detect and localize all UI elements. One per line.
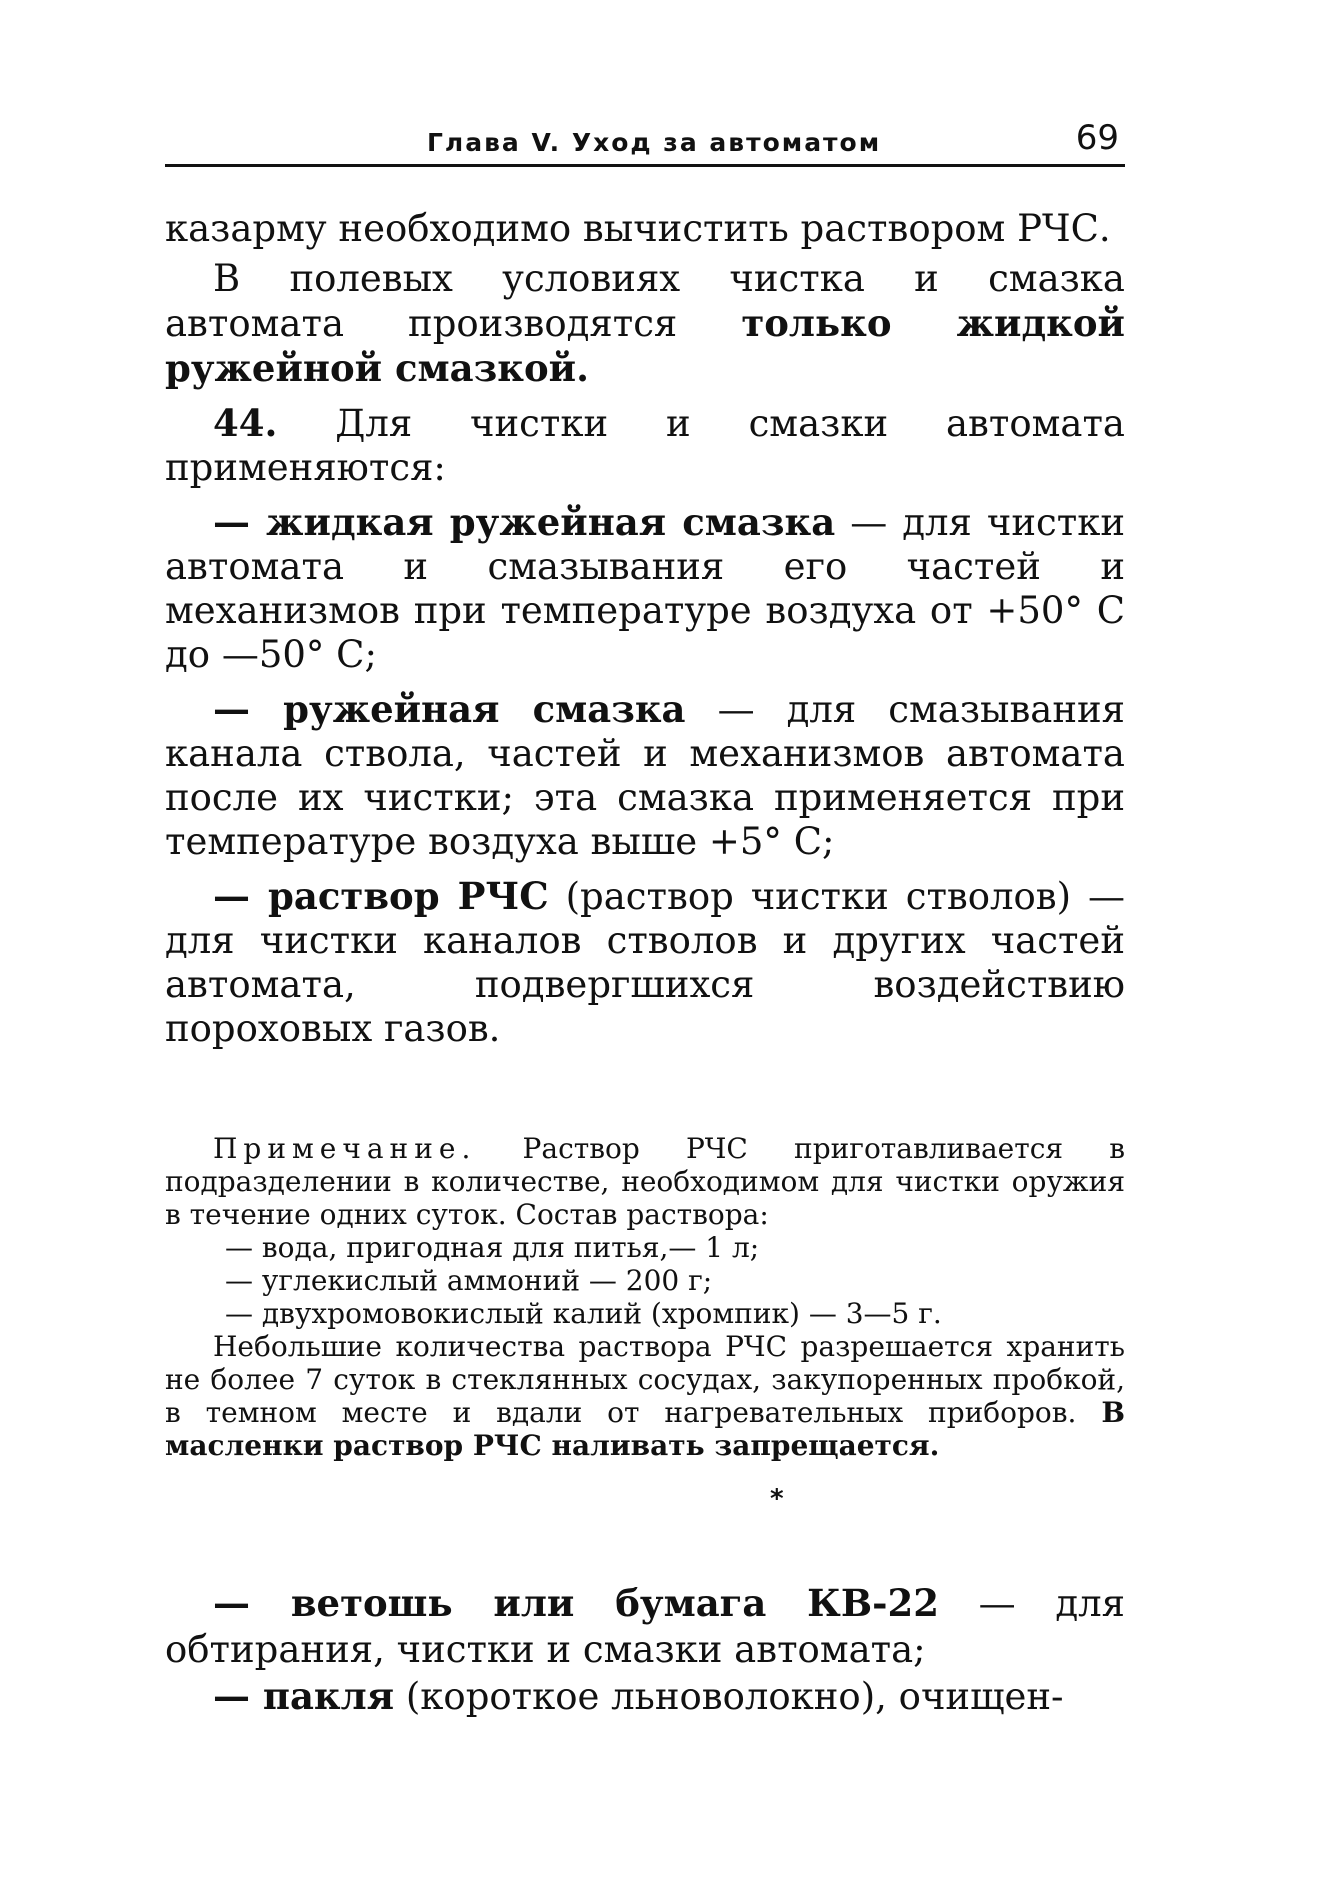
- running-title: Глава V. Уход за автоматом: [427, 128, 882, 157]
- list-item-liquid-grease: [165, 500, 1125, 677]
- note-label: Примечание.: [213, 1132, 477, 1165]
- list-item-description: (раствор чистки стволов) — для чистки каналов стволов и других частей автомата, подвергшихся воздействию пороховых газов.: [165, 875, 1125, 1050]
- list-item-tow: [165, 1673, 1125, 1720]
- list-item-rags-paper: [165, 1580, 1125, 1673]
- lower-text: [165, 1580, 1125, 1720]
- main-text: [165, 207, 1125, 1051]
- list-item-term: — раствор РЧС: [213, 874, 549, 918]
- paragraph-field-conditions: [165, 257, 1125, 391]
- paragraph-continuation: [165, 207, 1125, 251]
- note-storage-warning: В масленки раствор РЧС наливать запрещается.: [165, 1396, 1125, 1462]
- note-block: [165, 1132, 1125, 1462]
- section-number: 44.: [213, 401, 278, 445]
- list-item-term: — пакля: [213, 1674, 395, 1718]
- note-storage: [165, 1330, 1125, 1462]
- note-intro-text: Раствор РЧС приготавливается в подразделении в количестве, необходимом для чистки оружия в течение одних суток. Состав раствора:: [165, 1132, 1125, 1231]
- header-rule: [165, 164, 1125, 167]
- list-item-rchs-solution: [165, 874, 1125, 1051]
- note-storage-text: Небольшие количества раствора РЧС разрешается хранить не более 7 суток в стеклянных сосудах, закупоренных пробкой, в темном месте и вдали от нагревательных приборов.: [165, 1330, 1125, 1429]
- list-item-description: — для смазывания канала ствола, частей и механизмов автомата после их чистки; эта смазка применяется при температуре воздуха выше +5° С;: [165, 688, 1125, 863]
- paragraph-44-text: Для чистки и смазки автомата применяются:: [165, 402, 1125, 489]
- paragraph-44: [165, 401, 1125, 490]
- field-conditions-emphasis: только жидкой ружейной смазкой.: [165, 301, 1125, 390]
- note-ingredient-water: — вода, пригодная для питья,— 1 л;: [225, 1231, 760, 1264]
- note-intro: [165, 1132, 1125, 1231]
- list-item-description: — для обтирания, чистки и смазки автомата;: [165, 1582, 1125, 1671]
- list-item-description: — для чистки автомата и смазывания его частей и механизмов при температуре воздуха от +50° С до —50° С;: [165, 501, 1125, 676]
- field-conditions-text: В полевых условиях чистка и смазка автомата производятся: [165, 257, 1125, 345]
- list-item-description: (короткое льноволокно), очищен-: [394, 1675, 1064, 1718]
- list-item-rifle-grease: [165, 687, 1125, 864]
- paragraph-continuation-text: казарму необходимо вычистить раствором РЧС.: [165, 207, 1111, 250]
- list-item-term: — ружейная смазка: [213, 687, 686, 731]
- note-ingredient-potassium: — двухромовокислый калий (хромпик) — 3—5 г.: [225, 1297, 942, 1330]
- list-item-term: — ветошь или бумага КВ-22: [213, 1581, 939, 1625]
- asterisk-mark: *: [770, 1484, 784, 1514]
- note-ingredient-ammonium: — углекислый аммоний — 200 г;: [225, 1264, 713, 1297]
- page-number: 69: [1075, 118, 1119, 158]
- page-header: [165, 110, 1125, 170]
- list-item-term: — жидкая ружейная смазка: [213, 500, 836, 544]
